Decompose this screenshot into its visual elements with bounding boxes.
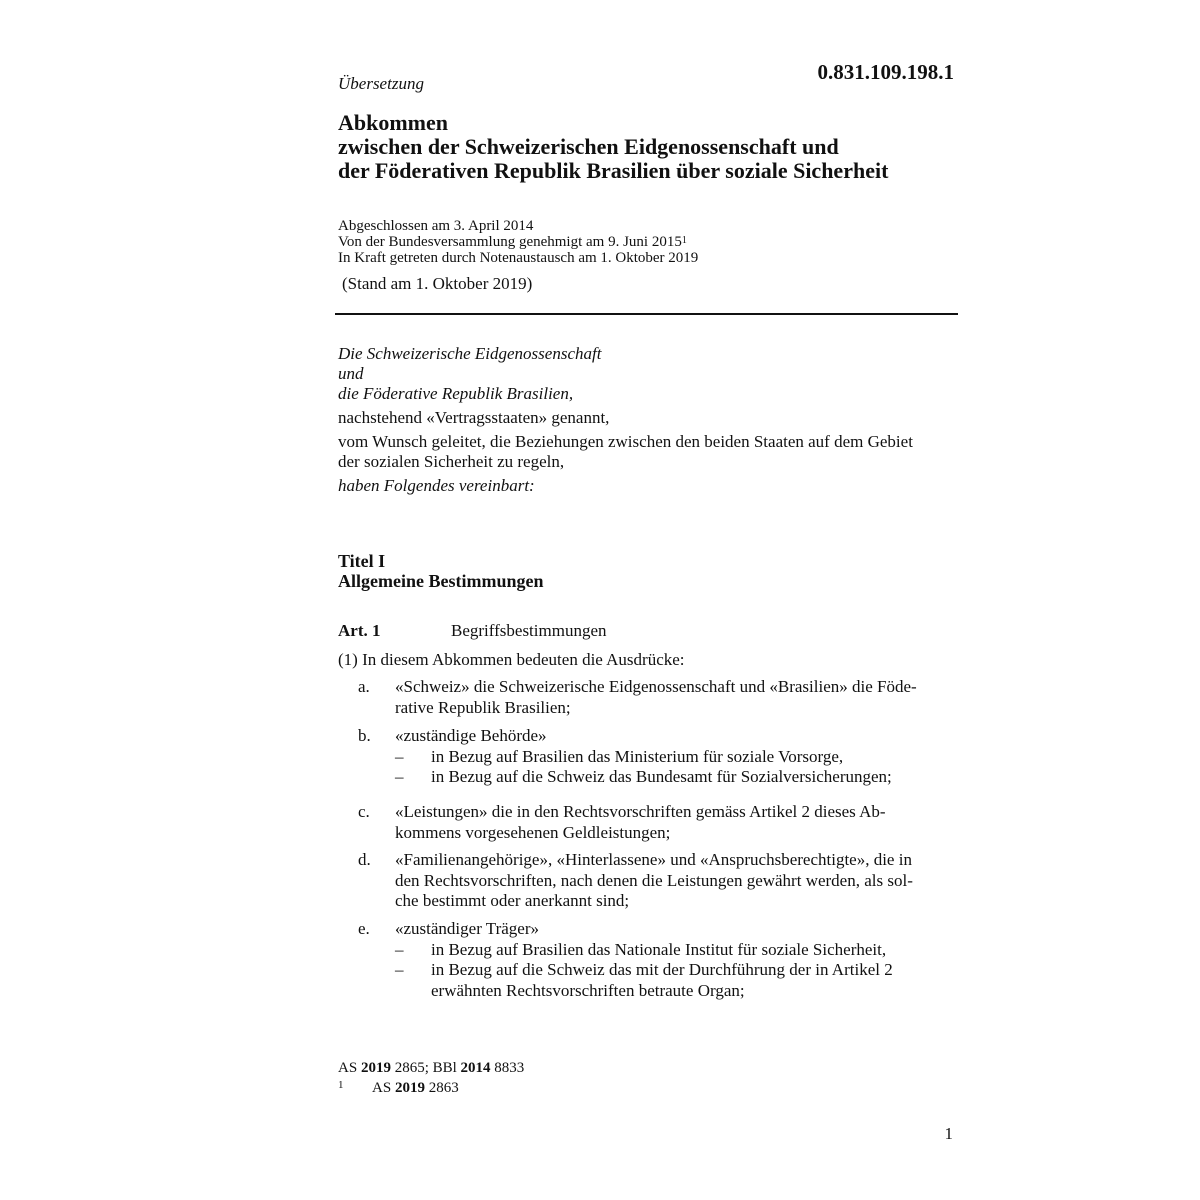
approved-date: Von der Bundesversammlung genehmigt am 9. Juni 2015$^1$	[338, 234, 687, 250]
definition-item	[358, 726, 956, 788]
dash-bullet: –	[395, 939, 404, 959]
title-line: Abkommen	[338, 110, 449, 135]
dates-block	[338, 218, 698, 266]
definition-item	[358, 850, 956, 912]
dash-bullet: –	[395, 767, 404, 786]
dash-subitem: – in Bezug auf Brasilien das Nationale Institut für soziale Sicherheit,	[395, 939, 887, 959]
item-text: «Leistungen» die in den Rechtsvorschriften gemäss Artikel 2 dieses Ab- kommens vorgesehenen Geldleistungen;	[395, 802, 886, 842]
preamble-party2: die Föderative Republik Brasilien,	[338, 384, 574, 403]
item-text: «Schweiz» die Schweizerische Eidgenossenschaft und «Brasilien» die Föde- rative Republik Brasilien;	[395, 677, 917, 717]
source-reference: AS 2019 2865; BBl 2014 8833	[338, 1060, 525, 1076]
preamble-named: nachstehend «Vertragsstaaten» genannt,	[338, 408, 610, 427]
footnote-mark: 1	[338, 1079, 344, 1091]
preamble-and: und	[338, 364, 364, 383]
item-letter: a.	[358, 677, 370, 696]
article-heading	[338, 621, 956, 641]
footnote-ref[interactable]: 1	[681, 235, 687, 246]
item-letter: b.	[358, 726, 371, 745]
item-letter: d.	[358, 850, 371, 869]
translation-label: Übersetzung	[338, 74, 424, 93]
document-title	[338, 111, 888, 183]
footnotes	[338, 1058, 524, 1098]
status-date: (Stand am 1. Oktober 2019)	[342, 274, 533, 293]
preamble-party1: Die Schweizerische Eidgenossenschaft	[338, 344, 602, 363]
definition-item	[358, 677, 956, 718]
title-line: der Föderativen Republik Brasilien über soziale Sicherheit	[338, 158, 889, 183]
article-title: Begriffsbestimmungen	[451, 621, 607, 640]
preamble-agreed: haben Folgendes vereinbart:	[338, 476, 535, 495]
dash-bullet: –	[395, 746, 404, 766]
titel-name: Allgemeine Bestimmungen	[338, 571, 544, 591]
title-line: zwischen der Schweizerischen Eidgenossenschaft und	[338, 134, 839, 159]
dash-subitem: – in Bezug auf die Schweiz das mit der Durchführung der in Artikel 2 erwähnten Rechtsvorschriften betraute Organ;	[395, 960, 893, 1000]
item-text: «zuständiger Träger»	[395, 919, 540, 938]
definition-item	[358, 919, 956, 1001]
definition-item	[358, 802, 956, 843]
article-label: Art. 1	[338, 621, 381, 640]
sr-number: 0.831.109.198.1	[817, 60, 954, 84]
footnote-1: 1 AS 2019 2863	[338, 1078, 524, 1098]
horizontal-rule	[335, 313, 958, 315]
paragraph-1: (1) In diesem Abkommen bedeuten die Ausdrücke:	[338, 650, 685, 669]
item-text: «zuständige Behörde»	[395, 726, 547, 745]
titel-number: Titel I	[338, 551, 386, 571]
preamble	[338, 344, 956, 496]
in-force-date: In Kraft getreten durch Notenaustausch am 1. Oktober 2019	[338, 250, 699, 266]
item-text: «Familienangehörige», «Hinterlassene» und «Anspruchsberechtigte», die in den Rechtsvorschriften, nach denen die Leistungen gewährt werden, als sol- che bestimmt oder anerkannt sind;	[395, 850, 913, 910]
title-section-heading	[338, 551, 543, 591]
page-number: 1	[944, 1124, 953, 1143]
item-letter: c.	[358, 802, 370, 821]
dash-subitem: – in Bezug auf Brasilien das Ministerium für soziale Vorsorge,	[395, 746, 844, 766]
item-letter: e.	[358, 919, 370, 938]
dash-bullet: –	[395, 960, 404, 979]
concluded-date: Abgeschlossen am 3. April 2014	[338, 218, 534, 234]
preamble-wish: vom Wunsch geleitet, die Beziehungen zwischen den beiden Staaten auf dem Gebiet der sozialen Sicherheit zu regeln,	[338, 432, 913, 471]
dash-subitem: – in Bezug auf die Schweiz das Bundesamt für Sozialversicherungen;	[395, 767, 892, 786]
